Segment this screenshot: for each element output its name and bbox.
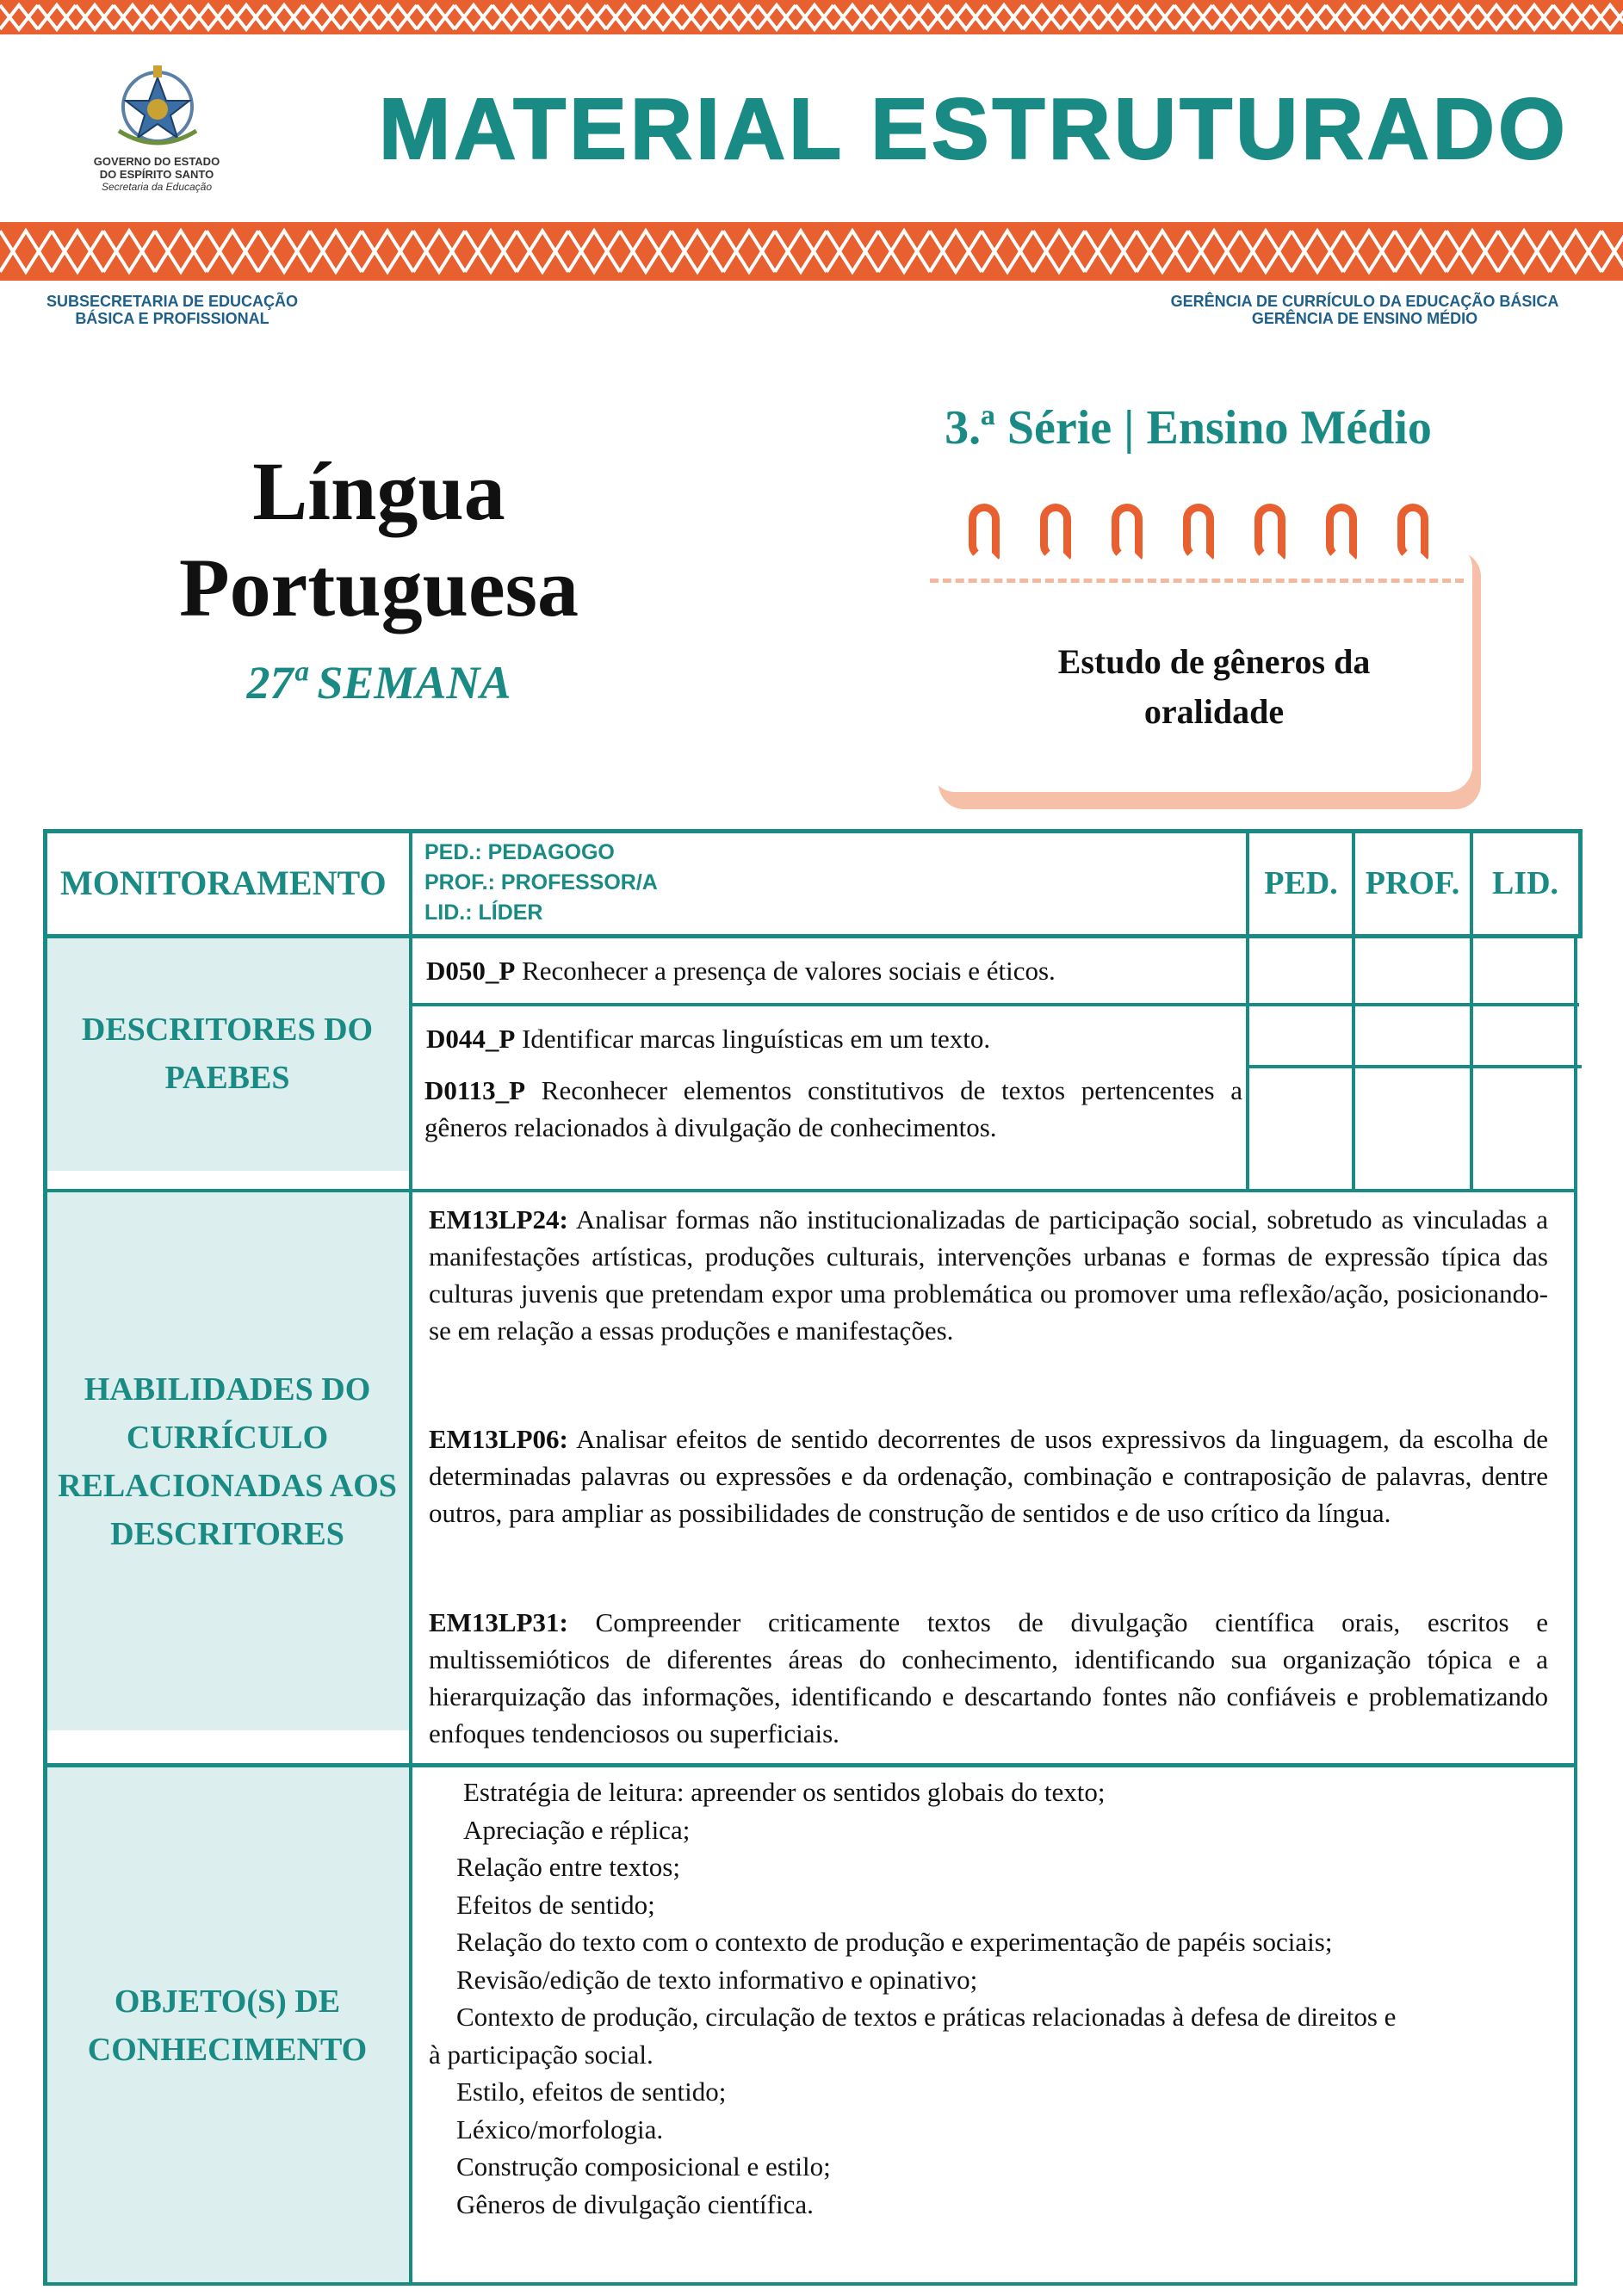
habilidade-code: EM13LP31: bbox=[429, 1607, 568, 1637]
objeto-item: Léxico/morfologia. bbox=[456, 2113, 664, 2144]
column-lid: LID. bbox=[1491, 864, 1559, 901]
objetos-label: OBJETO(S) DE CONHECIMENTO bbox=[45, 1767, 410, 2284]
material-title: MATERIAL ESTRUTURADO bbox=[379, 81, 1569, 177]
table-border bbox=[1352, 829, 1355, 1189]
objeto-item: Estratégia de leitura: apreender os sentidos globais do texto; bbox=[463, 1777, 1106, 1807]
logo-caption-line3: Secretaria da Educação bbox=[101, 181, 213, 193]
monitoring-table bbox=[43, 829, 1583, 2286]
descritor-code: D044_P bbox=[426, 1024, 516, 1054]
ring-icon bbox=[1112, 504, 1143, 560]
gerencia-line1: GERÊNCIA DE CURRÍCULO DA EDUCAÇÃO BÁSICA bbox=[1170, 293, 1559, 310]
habilidade-row bbox=[429, 1604, 1548, 1752]
table-border bbox=[1578, 829, 1583, 937]
habilidade-text: Analisar efeitos de sentido decorrentes de usos expressivos da linguagem, da escolha de determinadas palavras ou expressões e da ordenação, combinação e contraposição de palavras, dentre outros, para ampliar as possibilidades de construção de sentidos e de uso crítico da língua. bbox=[429, 1424, 1548, 1528]
logo-caption-line1: GOVERNO DO ESTADO bbox=[93, 155, 220, 168]
table-border bbox=[1470, 829, 1473, 1189]
table-border bbox=[43, 2282, 1577, 2286]
habilidade-text: Compreender criticamente textos de divulgação científica orais, escritos e multissemióticos de diferentes áreas do conhecimento, identificando sua organização tópica e a hierarquização das informações, identificando e descartando fontes não confiáveis e problematizando enfoques tendenciosos ou superficiais. bbox=[429, 1607, 1548, 1748]
objeto-item: Relação entre textos; bbox=[456, 1852, 680, 1882]
habilidade-code: EM13LP06: bbox=[429, 1424, 568, 1454]
middle-decorative-band bbox=[0, 222, 1623, 281]
table-border bbox=[1246, 1065, 1582, 1068]
top-decorative-band bbox=[0, 0, 1623, 34]
theme-title bbox=[982, 637, 1446, 737]
objeto-item: Contexto de produção, circulação de textos e práticas relacionadas à defesa de direitos e bbox=[456, 2002, 1397, 2032]
week-label: 27ª SEMANA bbox=[246, 657, 511, 709]
table-border bbox=[409, 829, 412, 2284]
descritor-code: D050_P bbox=[426, 956, 516, 986]
grade-label: 3.ª Série | Ensino Médio bbox=[945, 401, 1432, 455]
descritor-code: D0113_P bbox=[424, 1075, 526, 1105]
table-border bbox=[412, 1003, 1579, 1006]
notebook-rings bbox=[969, 504, 1428, 560]
theme-line1: Estudo de gêneros da bbox=[1057, 642, 1371, 681]
ring-icon bbox=[1040, 504, 1071, 560]
descritor-text: Reconhecer a presença de valores sociais e éticos. bbox=[515, 956, 1056, 986]
table-border bbox=[43, 1189, 1577, 1192]
legend-ped: PED.: PEDAGOGO bbox=[424, 840, 615, 864]
column-ped: PED. bbox=[1264, 864, 1338, 901]
ring-icon bbox=[1326, 504, 1357, 560]
table-border bbox=[43, 1763, 1577, 1767]
descritores-label: DESCRITORES DO PAEBES bbox=[45, 937, 410, 1171]
legend-prof: PROF.: PROFESSOR/A bbox=[424, 870, 658, 894]
notebook-perforation bbox=[930, 579, 1464, 583]
objetos-list bbox=[429, 1773, 1565, 2223]
objeto-item: Construção composicional e estilo; bbox=[456, 2151, 831, 2182]
gerencia-label bbox=[1119, 293, 1610, 327]
habilidades-label: HABILIDADES DO CURRÍCULO RELACIONADAS AOS DESCRITORES bbox=[45, 1192, 410, 1730]
logo-caption-line2: DO ESPÍRITO SANTO bbox=[99, 168, 214, 181]
objeto-item: Revisão/edição de texto informativo e opinativo; bbox=[456, 1964, 978, 1995]
objeto-item: Gêneros de divulgação científica. bbox=[456, 2188, 814, 2219]
descritor-text: Reconhecer elementos constitutivos de textos pertencentes a gêneros relacionados à divulgação de conhecimentos. bbox=[424, 1075, 1242, 1142]
habilidade-code: EM13LP24: bbox=[429, 1204, 568, 1235]
descritor-text: Identificar marcas linguísticas em um texto. bbox=[515, 1024, 991, 1054]
legend-lid: LID.: LÍDER bbox=[424, 900, 543, 925]
subsecretaria-line2: BÁSICA E PROFISSIONAL bbox=[75, 310, 269, 327]
subject-title bbox=[121, 443, 637, 636]
descritor-row bbox=[426, 1020, 1244, 1057]
objeto-item: Estilo, efeitos de sentido; bbox=[456, 2076, 727, 2107]
gerencia-line2: GERÊNCIA DE ENSINO MÉDIO bbox=[1251, 310, 1478, 327]
subject-line1: Língua bbox=[252, 445, 505, 537]
subject-line2: Portuguesa bbox=[179, 542, 579, 634]
monitoramento-label: MONITORAMENTO bbox=[60, 863, 387, 902]
table-border bbox=[1574, 937, 1577, 2286]
logo-caption bbox=[71, 155, 243, 194]
subsecretaria-line1: SUBSECRETARIA DE EDUCAÇÃO bbox=[46, 293, 299, 310]
ring-icon bbox=[969, 504, 1000, 560]
objeto-item: Relação do texto com o contexto de produção e experimentação de papéis sociais; bbox=[456, 1927, 1333, 1957]
ring-icon bbox=[1183, 504, 1214, 560]
objeto-item: à participação social. bbox=[429, 2039, 654, 2070]
objeto-item: Efeitos de sentido; bbox=[456, 1889, 655, 1920]
subsecretaria-label bbox=[26, 293, 319, 327]
objeto-item: Apreciação e réplica; bbox=[463, 1814, 691, 1845]
habilidade-row bbox=[429, 1201, 1548, 1349]
ring-icon bbox=[1254, 504, 1285, 560]
habilidade-row bbox=[429, 1420, 1548, 1532]
descritor-row bbox=[424, 1072, 1242, 1146]
column-prof: PROF. bbox=[1365, 864, 1460, 901]
table-border bbox=[1246, 829, 1249, 1189]
role-legend bbox=[424, 838, 855, 928]
ring-icon bbox=[1397, 504, 1428, 560]
descritor-row bbox=[426, 952, 1244, 989]
table-border bbox=[43, 829, 47, 2284]
theme-line2: oralidade bbox=[1143, 692, 1285, 731]
habilidade-text: Analisar formas não institucionalizadas de participação social, sobretudo as vinculadas a manifestações artísticas, produções culturais, intervenções urbanas e formas de expressão típica das culturas juvenis que pretendam expor uma problemática ou promover uma reflexão/ação, posicionando-se em relação a essas produções e manifestações. bbox=[429, 1204, 1548, 1346]
